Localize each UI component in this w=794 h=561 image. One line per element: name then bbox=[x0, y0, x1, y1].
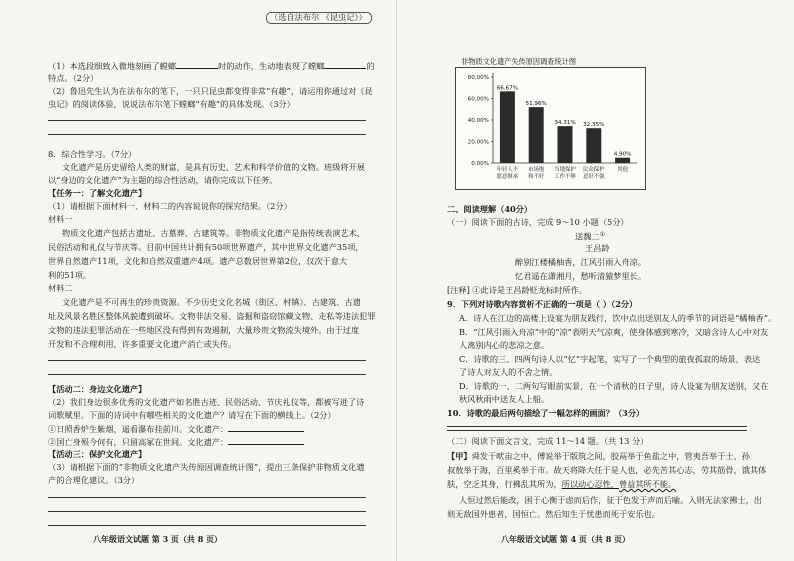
poem-section-instruction: （一）阅读下面的古诗，完成 9～10 小题（5分） bbox=[447, 217, 629, 227]
classical-line-4: 人恒过然后能改，困于心衡于虑而后作，征于色发于声而后喻。入则无法家拂士，出 bbox=[459, 495, 762, 505]
question-7-1-cont: 特点。（2分） bbox=[48, 73, 99, 83]
answer-line[interactable] bbox=[48, 134, 366, 135]
classical-line-3: 肤，空乏其身，行拂乱其所为，所以动心忍性，曾益其所不能。 bbox=[447, 479, 677, 489]
bar-5 bbox=[615, 158, 630, 163]
poem-title: 送魏二① bbox=[575, 231, 605, 242]
poem-line: 醉别江楼橘柚香，江风引雨入舟凉。 bbox=[515, 257, 647, 267]
material-2-line: 文化遗产是不可再生的珍贵资源。不少历史文化名城（街区、村镇）、古建筑、古遗 bbox=[62, 297, 361, 307]
material-1-line: 世界自然遗产11项，文化和自然双重遗产4项。遗产总数居世界第2位，仅次于意大 bbox=[48, 256, 348, 266]
question-8-intro-line1: 文化遗产是历史留给人类的财富，是具有历史、艺术和科学价值的文物。班级将开展 bbox=[62, 162, 365, 172]
category-label: 工作不够 bbox=[554, 174, 576, 180]
category-label: 年轻人不 bbox=[496, 167, 519, 173]
answer-blank-2[interactable] bbox=[324, 59, 366, 69]
bar-value-label: 66.67% bbox=[496, 85, 519, 92]
classical-section-instruction: （二）阅读下面文言文，完成 11～14 题。（共 13 分） bbox=[447, 436, 649, 446]
category-label: 愿意继承 bbox=[496, 174, 519, 180]
category-label: 民众保护 bbox=[583, 167, 605, 173]
option-c[interactable]: C．诗歌的三、四两句诗人以“忆”字起笔，实写了一个典型的旅夜孤寂的场景，表达 bbox=[459, 354, 761, 364]
task-1-question: （1）请根据下面材料一、材料二的内容说说你的探究结果。（2分） bbox=[48, 201, 292, 211]
chart-title: 非物质文化遗产失传原因调查统计图 bbox=[461, 57, 577, 66]
y-tick-label: 20.00% bbox=[467, 139, 489, 146]
category-label: 当地保护 bbox=[554, 167, 576, 173]
activity-3-question-line1: （3）请根据下面的“非物质文化遗产失传原因调查统计图”，提出三条保护非物质文化遗 bbox=[48, 462, 365, 472]
bar-2 bbox=[529, 107, 544, 163]
poem-item-2: ②国亡身殒今何有，只留高冢在世间。文化遗产： bbox=[48, 435, 304, 448]
material-2-label: 材料二 bbox=[48, 283, 73, 293]
option-b-cont: 人离别内心的悲凉之意。 bbox=[459, 340, 550, 350]
classical-line-1: 【甲】舜发于畎亩之中，傅说举于版筑之间，胶鬲举于鱼盐之中，管夷吾举于士，孙 bbox=[447, 451, 750, 461]
question-8-title: 8．综合性学习。（7分） bbox=[48, 149, 137, 159]
question-9: 9．下列对诗歌内容赏析不正确的一项是（ ）（2分） bbox=[447, 299, 638, 309]
bar-value-label: 4.90% bbox=[613, 151, 632, 158]
page-footer: 八年级语文试题 第 4 页（共 8 页） bbox=[501, 534, 631, 544]
question-7-2-line2: 虫记》的阅读体验，说说法布尔笔下螳螂“有趣”的具体发现。（3分） bbox=[48, 99, 295, 109]
answer-line[interactable] bbox=[48, 511, 366, 512]
poem-item-1: ①日照香炉生紫烟，遥看瀑布挂前川。文化遗产： bbox=[48, 422, 304, 435]
question-10: 10．诗歌的最后两句描绘了一幅怎样的画面？（3分） bbox=[447, 408, 645, 418]
answer-line[interactable] bbox=[48, 525, 366, 526]
material-1-line: 民俗活动和礼仪与节庆等。目前中国共计拥有50项世界遗产，其中世界文化遗产35项， bbox=[48, 242, 364, 252]
page-footer: 八年级语文试题 第 3 页（共 8 页） bbox=[93, 534, 223, 544]
answer-line[interactable] bbox=[48, 120, 366, 121]
y-tick-label: 0.00% bbox=[471, 161, 489, 167]
material-1-line: 物质文化遗产包括古遗址、古墓葬、古建筑等。非物质文化遗产是指传统表演艺术、 bbox=[62, 228, 365, 238]
answer-line[interactable] bbox=[48, 374, 366, 375]
bar-3 bbox=[558, 126, 573, 163]
category-label: 意识不强 bbox=[583, 174, 605, 180]
material-1-label: 材料一 bbox=[48, 214, 73, 224]
answer-blank-3[interactable] bbox=[228, 422, 304, 432]
answer-line-double bbox=[447, 430, 747, 431]
classical-line-2: 叔敖举于海，百里奚举于市。故天将降大任于是人也，必先苦其心志，劳其筋骨，饿其体 bbox=[447, 465, 767, 475]
task-1-heading: 【任务一：了解文化遗产】 bbox=[48, 188, 147, 198]
material-2-line: 址及风景名胜区整体风貌遭到破坏。文物非法交易、盗掘和盗窃馆藏文物、走私等违法犯罪 bbox=[48, 311, 376, 321]
category-label: 市场饱 bbox=[528, 167, 545, 173]
poem-note: [注释] ①此诗是王昌龄贬龙标时所作。 bbox=[447, 285, 587, 295]
category-label: 其他 bbox=[617, 167, 628, 173]
question-7-2-line1: （2）鲁迅先生认为在法布尔的笔下，一只只昆虫都变得非常“有趣”，请运用你通过对《昆 bbox=[48, 86, 373, 96]
option-a[interactable]: A．诗人在江边的高楼上设宴为朋友践行，饮中点出送别友人的季节的词语是“橘柚香”。 bbox=[459, 313, 777, 323]
material-1-line: 利的51项。 bbox=[48, 270, 92, 280]
y-tick-label: 60.00% bbox=[467, 96, 489, 103]
bar-1 bbox=[500, 91, 515, 163]
activity-3-heading: 【活动三：保护文化遗产】 bbox=[48, 449, 147, 459]
bar-value-label: 34.31% bbox=[554, 120, 576, 127]
bar-value-label: 32.35% bbox=[583, 122, 605, 129]
material-2-line: 开发和不合理利用，许多重要文化遗产消亡或失传。 bbox=[48, 339, 237, 349]
section-2-title: 二、阅读理解（40分） bbox=[447, 204, 533, 214]
option-d[interactable]: D．诗歌的一、二两句写眼前实景，在一个清秋的日子里，诗人设宴为朋友送别，又在 bbox=[459, 381, 769, 391]
activity-3-question-line2: 产的合理化建议。（3分） bbox=[48, 475, 140, 485]
poem-author: 王昌龄 bbox=[585, 243, 610, 253]
answer-line[interactable] bbox=[48, 497, 366, 498]
material-2-line: 文物的违法犯罪活动在一些地区没有得到有效遏制，大量珍贵文物流失境外。由于过度 bbox=[48, 325, 360, 335]
activity-2-heading: 【活动二：身边文化遗产】 bbox=[48, 384, 147, 394]
bar-4 bbox=[586, 128, 601, 163]
option-b[interactable]: B．“江风引雨入舟凉”中的“凉”表明天气凉爽，使身体感到寒冷，又暗含诗人心中对友 bbox=[459, 327, 769, 337]
bar-value-label: 51.96% bbox=[525, 101, 547, 108]
classical-line-5: 则无敌国外患者，国恒亡。然后知生于忧患而死于安乐也。 bbox=[447, 509, 660, 519]
category-label: 和不好 bbox=[528, 174, 545, 180]
answer-blank-4[interactable] bbox=[228, 435, 304, 445]
answer-line[interactable] bbox=[48, 360, 366, 361]
y-tick-label: 40.00% bbox=[467, 118, 489, 124]
question-7-1: （1）本选段细致入微地刻画了螳螂 时的动作，生动地表现了螳螂 的 bbox=[48, 61, 375, 71]
y-tick-label: 80.00% bbox=[467, 75, 489, 81]
poem-line: 忆君遥在潇湘月，愁听清猿梦里长。 bbox=[515, 271, 647, 281]
question-8-intro-line2: 以“身边的文化遗产”为主题的综合性活动，请你完成以下任务。 bbox=[48, 175, 278, 185]
activity-2-question-line2: 词歌赋里。下面的诗词中有哪些相关的文化遗产？请写在下面的横线上。（2分） bbox=[48, 410, 336, 420]
option-d-cont: 秋风秋雨中送友人上船。 bbox=[459, 394, 550, 404]
survey-bar-chart bbox=[455, 55, 647, 190]
answer-blank-1[interactable] bbox=[176, 59, 218, 69]
passage-source: （选自法布尔 《昆虫记》） bbox=[270, 12, 367, 22]
answer-line[interactable] bbox=[447, 426, 747, 427]
activity-2-question-line1: （2）我们身边很多优秀的文化遗产如名胜古迹、民俗活动、节庆礼仪等，都被写进了诗 bbox=[48, 397, 365, 407]
option-c-cont: 了诗人对友人的不舍之情。 bbox=[459, 367, 558, 377]
